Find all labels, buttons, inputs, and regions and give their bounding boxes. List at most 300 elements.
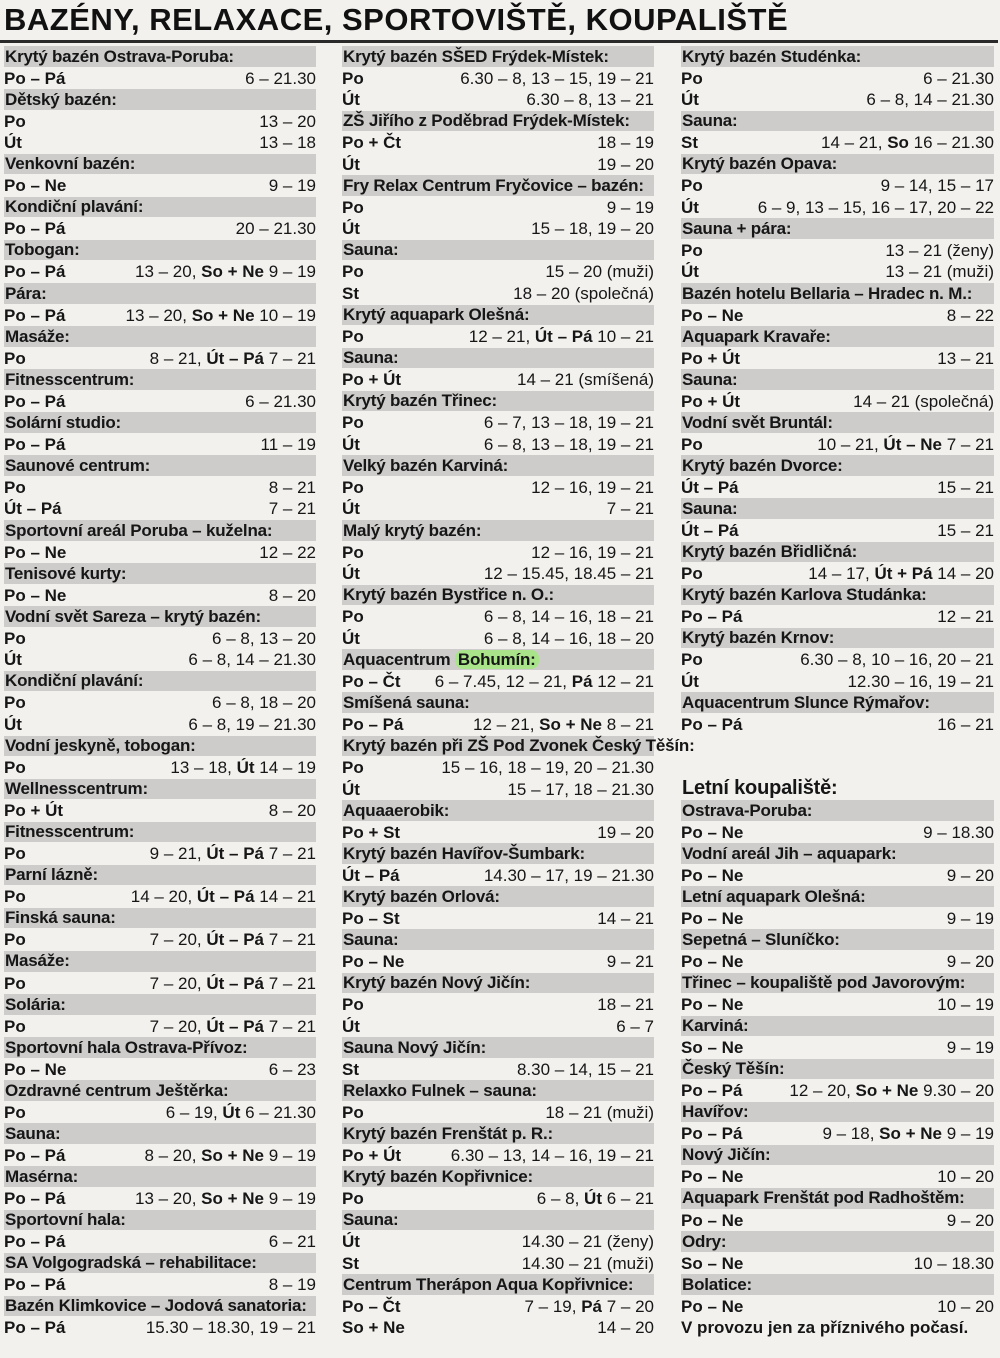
days-label: Po – Pá	[4, 68, 66, 88]
schedule-row	[681, 1166, 994, 1188]
schedule-row	[4, 1188, 316, 1210]
days-label: Po – Ne	[681, 305, 744, 325]
schedule-row	[4, 542, 316, 564]
hours-value: 6.30 – 8, 10 – 16, 20 – 21	[800, 650, 994, 670]
schedule-row	[4, 175, 316, 197]
hours-value: 12 – 21, Út – Pá 10 – 21	[468, 327, 654, 347]
hours-value: 9 – 21	[606, 951, 654, 971]
days-label: Po – Pá	[4, 1145, 66, 1165]
hours-value: 14 – 21 (společná)	[853, 391, 994, 411]
spacer	[681, 757, 994, 779]
column-2	[342, 46, 695, 1339]
venue-heading	[4, 606, 316, 628]
hours-value: 8 – 21	[268, 477, 316, 497]
venue-name: Vodní svět Sareza – krytý bazén:	[5, 606, 261, 626]
venue-heading	[342, 520, 654, 542]
hours-value: 14 – 21 (smíšená)	[516, 370, 654, 390]
days-label: Út	[342, 219, 360, 239]
venue-name: Nový Jičín:	[682, 1145, 771, 1165]
days-label: Po	[342, 1188, 364, 1208]
schedule-row	[4, 261, 316, 283]
venue-heading	[342, 455, 654, 477]
venue-name: Krytý bazén Kopřivnice:	[343, 1166, 534, 1186]
hours-value: 7 – 20, Út – Pá 7 – 21	[149, 973, 316, 993]
venue-heading	[4, 154, 316, 176]
schedule-row	[681, 865, 994, 887]
days-label: Po – Ne	[4, 1059, 67, 1079]
hours-value: 12 – 21	[937, 607, 994, 627]
schedule-row	[681, 822, 994, 844]
hours-value: 9 – 21, Út – Pá 7 – 21	[149, 844, 316, 864]
section-heading: Letní koupaliště:	[681, 779, 994, 801]
venue-heading	[4, 1123, 316, 1145]
hours-value: 15 – 17, 18 – 21.30	[507, 779, 654, 799]
venue-name: Relaxko Fulnek – sauna:	[343, 1080, 537, 1100]
days-label: Po – Ne	[681, 908, 744, 928]
schedule-row	[342, 89, 654, 111]
hours-value: 9 – 19	[606, 197, 654, 217]
venue-heading	[4, 865, 316, 887]
hours-value: 6 – 8, 13 – 20	[212, 628, 316, 648]
venue-name: Bazén hotelu Bellaria – Hradec n. M.:	[682, 283, 973, 303]
days-label: Út – Pá	[4, 499, 62, 519]
schedule-row	[4, 498, 316, 520]
venue-name: Krytý bazén Bystřice n. O.:	[343, 585, 554, 605]
hours-value: 19 – 20	[597, 154, 654, 174]
schedule-row	[4, 692, 316, 714]
venue-heading	[4, 671, 316, 693]
venue-name: Havířov:	[682, 1102, 749, 1122]
venue-name: Aquapark Kravaře:	[682, 326, 831, 346]
venue-name: Krytý bazén Nový Jičín:	[343, 973, 531, 993]
hours-value: 9 – 20	[946, 951, 994, 971]
days-label: Út	[681, 671, 699, 691]
hours-value: 12.30 – 16, 19 – 21	[847, 671, 994, 691]
hours-value: 18 – 21	[597, 995, 654, 1015]
venue-name: Sportovní hala:	[5, 1210, 126, 1230]
hours-value: 18 – 21 (muži)	[545, 1102, 654, 1122]
venue-name: Sauna:	[343, 348, 399, 368]
page-title: BAZÉNY, RELAXACE, SPORTOVIŠTĚ, KOUPALIŠTĚ	[4, 2, 789, 37]
days-label: Po – Pá	[4, 391, 66, 411]
venue-heading	[4, 283, 316, 305]
schedule-row	[4, 434, 316, 456]
venue-heading	[342, 1166, 654, 1188]
hours-value: 13 – 20	[259, 111, 316, 131]
venue-heading	[342, 843, 654, 865]
venue-heading	[342, 585, 654, 607]
schedule-row	[4, 1317, 316, 1339]
schedule-row	[681, 132, 994, 154]
hours-value: 20 – 21.30	[235, 219, 316, 239]
days-label: Po – St	[342, 908, 400, 928]
schedule-row	[681, 1210, 994, 1232]
hours-value: 14.30 – 21 (muži)	[521, 1253, 654, 1273]
hours-value: 9 – 14, 15 – 17	[880, 176, 994, 196]
venue-heading	[4, 779, 316, 801]
venue-heading	[4, 563, 316, 585]
venue-heading	[681, 800, 994, 822]
venue-name: Krytý bazén Studénka:	[682, 46, 862, 66]
hours-value: 6 – 23	[268, 1059, 316, 1079]
hours-value: 6 – 21	[268, 1232, 316, 1252]
days-label: Po	[681, 68, 703, 88]
hours-value: 12 – 20, So + Ne 9.30 – 20	[789, 1081, 994, 1101]
schedule-row	[681, 477, 994, 499]
hours-value: 6.30 – 13, 14 – 16, 19 – 21	[450, 1145, 654, 1165]
venue-name: Krytý bazén SŠED Frýdek-Místek:	[343, 46, 609, 66]
schedule-row	[342, 132, 654, 154]
venue-name: Centrum Therápon Aqua Kopřivnice:	[343, 1274, 634, 1294]
hours-value: 9 – 18, So + Ne 9 – 19	[822, 1124, 994, 1144]
days-label: Po	[342, 995, 364, 1015]
schedule-row	[681, 951, 994, 973]
days-label: So – Ne	[681, 1253, 744, 1273]
hours-value: 7 – 21	[268, 499, 316, 519]
venue-name: Masáže:	[5, 326, 70, 346]
venue-heading	[681, 154, 994, 176]
venue-heading	[681, 1059, 994, 1081]
highlighted-text: Bohumín:	[455, 650, 539, 669]
hours-value: 6 – 8, 14 – 16, 18 – 21	[483, 607, 654, 627]
venue-heading	[4, 1166, 316, 1188]
venue-name: Wellnesscentrum:	[5, 779, 148, 799]
schedule-row	[342, 261, 654, 283]
days-label: St	[342, 1253, 359, 1273]
schedule-row	[681, 520, 994, 542]
schedule-row	[342, 757, 654, 779]
venue-heading	[4, 520, 316, 542]
days-label: Út – Pá	[681, 521, 739, 541]
venue-name: Sauna:	[682, 498, 738, 518]
schedule-row	[342, 1317, 654, 1339]
hours-value: 12 – 16, 19 – 21	[531, 477, 654, 497]
days-label: St	[342, 284, 359, 304]
schedule-row	[681, 261, 994, 283]
days-label: Út	[681, 262, 699, 282]
hours-value: 6 – 7.45, 12 – 21, Pá 12 – 21	[434, 671, 654, 691]
venue-heading	[4, 736, 316, 758]
schedule-row	[342, 671, 654, 693]
venue-name: Krytý bazén Krnov:	[682, 628, 835, 648]
schedule-row	[342, 542, 654, 564]
schedule-row	[342, 865, 654, 887]
venue-name: Sportovní areál Poruba – kuželna:	[5, 520, 273, 540]
venue-heading	[681, 218, 994, 240]
days-label: Po + Út	[4, 801, 64, 821]
venue-heading	[681, 1016, 994, 1038]
venue-name: Třinec – koupaliště pod Javorovým:	[682, 973, 966, 993]
venue-name: Ostrava-Poruba:	[682, 800, 813, 820]
days-label: Po – Ne	[681, 951, 744, 971]
venue-heading	[342, 305, 654, 327]
venue-name: Sauna + pára:	[682, 218, 792, 238]
hours-value: 10 – 18.30	[913, 1253, 994, 1273]
schedule-row	[342, 197, 654, 219]
days-label: Út	[4, 133, 22, 153]
hours-value: 14 – 17, Út + Pá 14 – 20	[808, 564, 994, 584]
schedule-row	[681, 671, 994, 693]
venue-heading	[681, 692, 994, 714]
venue-name: Krytý bazén Dvorce:	[682, 455, 843, 475]
venue-heading	[681, 283, 994, 305]
column-3	[681, 46, 994, 1339]
venue-heading	[342, 1210, 654, 1232]
schedule-row	[681, 606, 994, 628]
venue-heading	[4, 1253, 316, 1275]
hours-value: 8 – 22	[946, 305, 994, 325]
hours-value: 6.30 – 8, 13 – 15, 19 – 21	[460, 68, 654, 88]
schedule-row	[342, 563, 654, 585]
days-label: So – Ne	[681, 1038, 744, 1058]
venue-name: Venkovní bazén:	[5, 154, 136, 174]
days-label: Po – Ne	[4, 542, 67, 562]
hours-value: 8 – 20, So + Ne 9 – 19	[144, 1145, 316, 1165]
schedule-row	[342, 218, 654, 240]
hours-value: 10 – 19	[937, 995, 994, 1015]
venue-name: Aquaaerobik:	[343, 800, 450, 820]
days-label: Po	[4, 628, 26, 648]
schedule-row	[342, 1253, 654, 1275]
hours-value: 6 – 9, 13 – 15, 16 – 17, 20 – 22	[757, 197, 994, 217]
days-label: Po – Pá	[4, 219, 66, 239]
days-label: Po – Ne	[4, 585, 67, 605]
days-label: Út	[342, 628, 360, 648]
venue-heading	[4, 908, 316, 930]
hours-value: 13 – 20, So + Ne 10 – 19	[125, 305, 316, 325]
schedule-row	[342, 714, 654, 736]
schedule-row	[4, 973, 316, 995]
schedule-row	[342, 369, 654, 391]
days-label: Po	[4, 887, 26, 907]
schedule-row	[681, 714, 994, 736]
schedule-row	[342, 68, 654, 90]
venue-name: Český Těšín:	[682, 1059, 785, 1079]
days-label: Út	[681, 90, 699, 110]
schedule-row	[342, 1296, 654, 1318]
schedule-row	[681, 1080, 994, 1102]
hours-value: 6 – 7	[616, 1016, 654, 1036]
schedule-row	[681, 994, 994, 1016]
venue-name: Krytý bazén Frenštát p. R.:	[343, 1123, 553, 1143]
hours-value: 14.30 – 17, 19 – 21.30	[483, 865, 654, 885]
venue-heading	[342, 240, 654, 262]
days-label: Po	[4, 758, 26, 778]
venue-name: Dětský bazén:	[5, 89, 117, 109]
schedule-row	[342, 283, 654, 305]
venue-heading	[681, 886, 994, 908]
schedule-row	[342, 606, 654, 628]
venue-name: Krytý aquapark Olešná:	[343, 305, 530, 325]
hours-value: 7 – 20, Út – Pá 7 – 21	[149, 1016, 316, 1036]
hours-value: 10 – 20	[937, 1296, 994, 1316]
days-label: Po – Čt	[342, 671, 401, 691]
days-label: Po – Pá	[4, 1275, 66, 1295]
hours-value: 15 – 16, 18 – 19, 20 – 21.30	[441, 758, 654, 778]
days-label: Po – Pá	[4, 262, 66, 282]
days-label: Út	[4, 714, 22, 734]
venue-name: Krytý bazén Opava:	[682, 154, 838, 174]
venue-name: Parní lázně:	[5, 865, 99, 885]
schedule-row	[4, 348, 316, 370]
venue-name: Smíšená sauna:	[343, 692, 470, 712]
days-label: Po + Út	[681, 348, 741, 368]
venue-heading	[681, 628, 994, 650]
venue-heading	[681, 412, 994, 434]
venue-name: Krytý bazén při ZŠ Pod Zvonek Český Těšín:	[343, 736, 695, 755]
schedule-row	[4, 1102, 316, 1124]
venue-heading	[4, 1037, 316, 1059]
days-label: Út	[342, 564, 360, 584]
venue-heading	[342, 929, 654, 951]
schedule-row	[681, 68, 994, 90]
hours-value: 13 – 18, Út 14 – 19	[170, 758, 316, 778]
hours-value: 14 – 20, Út – Pá 14 – 21	[130, 887, 316, 907]
days-label: Po	[342, 327, 364, 347]
days-label: Po	[4, 111, 26, 131]
days-label: Út	[681, 197, 699, 217]
schedule-row	[4, 1016, 316, 1038]
schedule-row	[4, 68, 316, 90]
days-label: Út	[342, 154, 360, 174]
schedule-row	[4, 1145, 316, 1167]
days-label: St	[681, 133, 698, 153]
schedule-row	[4, 1231, 316, 1253]
days-label: Út – Pá	[681, 477, 739, 497]
days-label: Po – Čt	[342, 1296, 401, 1316]
hours-value: 15 – 21	[937, 521, 994, 541]
days-label: Po – Pá	[4, 305, 66, 325]
schedule-row	[681, 563, 994, 585]
hours-value: 14 – 20	[597, 1318, 654, 1338]
schedule-row	[342, 1102, 654, 1124]
schedule-row	[4, 218, 316, 240]
venue-name: Sauna:	[343, 929, 399, 949]
venue-heading	[681, 1274, 994, 1296]
venue-name: Sauna Nový Jičín:	[343, 1037, 487, 1057]
schedule-row	[681, 305, 994, 327]
days-label: Po	[342, 477, 364, 497]
hours-value: 8 – 21, Út – Pá 7 – 21	[149, 348, 316, 368]
days-label: Út	[342, 499, 360, 519]
venue-heading	[681, 585, 994, 607]
venue-name: Letní aquapark Olešná:	[682, 886, 866, 906]
venue-heading	[4, 197, 316, 219]
venue-heading	[4, 822, 316, 844]
hours-value: 19 – 20	[597, 822, 654, 842]
venue-name: Fitnesscentrum:	[5, 822, 135, 842]
days-label: Út – Pá	[342, 865, 400, 885]
schedule-row	[4, 757, 316, 779]
days-label: Po	[681, 176, 703, 196]
venue-heading	[4, 412, 316, 434]
venue-name: Masáže:	[5, 951, 70, 971]
venue-name: Tobogan:	[5, 240, 80, 260]
venue-heading	[342, 391, 654, 413]
venue-heading	[681, 1102, 994, 1124]
hours-value: 13 – 18	[259, 133, 316, 153]
venue-heading	[681, 973, 994, 995]
venue-heading	[4, 369, 316, 391]
venue-heading	[4, 240, 316, 262]
hours-value: 15 – 20 (muži)	[545, 262, 654, 282]
venue-name: Krytý bazén Karlova Studánka:	[682, 585, 927, 605]
venue-name: Odry:	[682, 1231, 727, 1251]
days-label: Po – Pá	[681, 607, 743, 627]
venue-heading	[681, 542, 994, 564]
hours-value: 9 – 19	[268, 176, 316, 196]
schedule-row	[681, 1253, 994, 1275]
hours-value: 6.30 – 8, 13 – 21	[526, 90, 654, 110]
footnote: V provozu jen za příznivého počasí.	[681, 1318, 969, 1338]
venue-name: Pára:	[5, 283, 47, 303]
schedule-row	[4, 649, 316, 671]
venue-heading	[681, 498, 994, 520]
schedule-row	[342, 1016, 654, 1038]
days-label: Po – Ne	[4, 176, 67, 196]
days-label: Po	[342, 607, 364, 627]
hours-value: 9 – 19	[946, 1038, 994, 1058]
days-label: Po	[681, 240, 703, 260]
hours-value: 8 – 20	[268, 801, 316, 821]
venue-heading	[342, 736, 695, 758]
venue-heading	[681, 843, 994, 865]
schedule-row	[681, 348, 994, 370]
venue-heading	[4, 1080, 316, 1102]
schedule-row	[4, 1274, 316, 1296]
schedule-row	[4, 628, 316, 650]
hours-value: 6 – 7, 13 – 18, 19 – 21	[483, 413, 654, 433]
days-label: Po	[4, 693, 26, 713]
days-label: Po – Pá	[4, 1188, 66, 1208]
venue-heading	[342, 1037, 654, 1059]
venue-name: Sportovní hala Ostrava-Přívoz:	[5, 1037, 248, 1057]
hours-value: 14 – 21	[597, 908, 654, 928]
days-label: Po	[342, 1102, 364, 1122]
venue-name: Krytý bazén Havířov-Šumbark:	[343, 843, 585, 863]
days-label: Po	[4, 1102, 26, 1122]
hours-value: 10 – 20	[937, 1167, 994, 1187]
hours-value: 7 – 20, Út – Pá 7 – 21	[149, 930, 316, 950]
hours-value: 12 – 16, 19 – 21	[531, 542, 654, 562]
venue-name: Saunové centrum:	[5, 455, 151, 475]
venue-name: Bazén Klimkovice – Jodová sanatoria:	[5, 1296, 307, 1316]
hours-value: 6 – 8, 14 – 16, 18 – 20	[483, 628, 654, 648]
venue-name: Fry Relax Centrum Fryčovice – bazén:	[343, 175, 644, 195]
venue-name: Velký bazén Karviná:	[343, 455, 509, 475]
hours-value: 16 – 21	[937, 714, 994, 734]
schedule-row	[4, 111, 316, 133]
venue-name: Ozdravné centrum Ještěrka:	[5, 1080, 229, 1100]
venue-name: Solární studio:	[5, 412, 122, 432]
venue-name: Vodní areál Jih – aquapark:	[682, 843, 897, 863]
schedule-row	[4, 132, 316, 154]
schedule-row	[342, 951, 654, 973]
venue-heading	[342, 973, 654, 995]
hours-value: 13 – 21 (ženy)	[885, 240, 994, 260]
venue-heading	[342, 348, 654, 370]
days-label: Po	[4, 348, 26, 368]
days-label: Po	[681, 650, 703, 670]
schedule-row	[681, 649, 994, 671]
venue-name: SA Volgogradská – rehabilitace:	[5, 1253, 257, 1273]
schedule-row	[342, 994, 654, 1016]
days-label: Po	[681, 434, 703, 454]
schedule-row	[681, 1037, 994, 1059]
venue-name: Masérna:	[5, 1166, 79, 1186]
venue-heading	[681, 929, 994, 951]
schedule-row	[681, 240, 994, 262]
